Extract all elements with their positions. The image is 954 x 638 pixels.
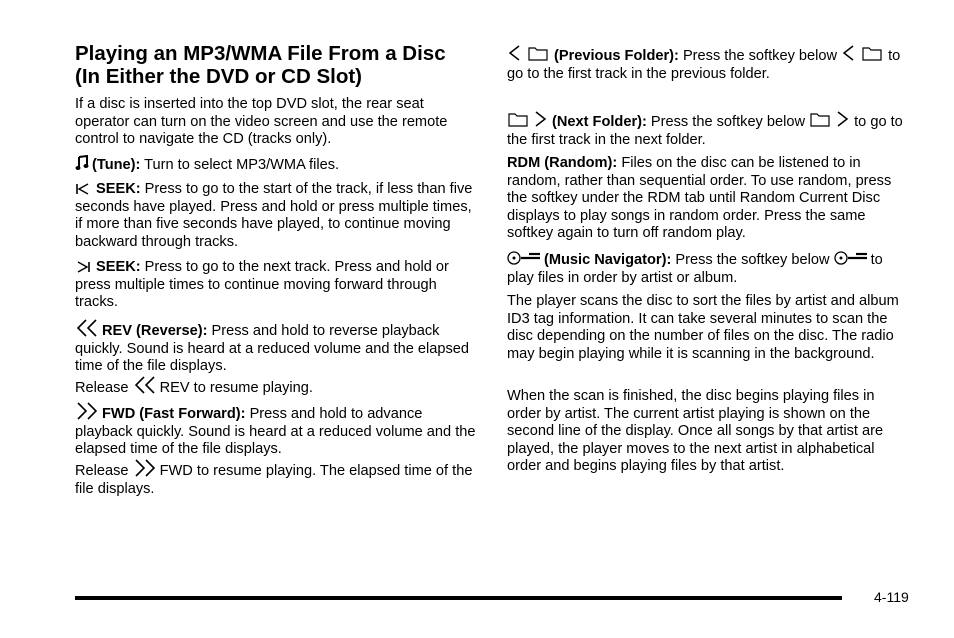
fast-forward-icon: [133, 459, 157, 477]
previous-folder-icon: [507, 44, 551, 62]
footer-rule: [75, 596, 842, 600]
seek-back-icon: [75, 183, 93, 195]
random-label: RDM (Random):: [507, 155, 618, 171]
heading-line-1: Playing an MP3/WMA File From a Disc: [75, 42, 446, 65]
rev-release-paragraph: [75, 376, 313, 398]
next-folder-text-2: to go to the first track in the next folder.: [507, 114, 903, 148]
next-folder-icon: [809, 110, 851, 128]
music-navigator-icon: [507, 250, 541, 266]
scan-finished-paragraph: When the scan is finished, the disc begins playing files in order by artist. The current artist playing is shown on the second line of the display. Once all songs by that artist are played, the player moves to the next artist in alphabetical order and begins playing files by that artist.: [507, 388, 884, 475]
tune-label: (Tune):: [92, 157, 141, 173]
seek-forward-paragraph: [75, 259, 480, 312]
rev-text: Press and hold to reverse playback quickly. Sound is heard at a reduced volume and the elapsed time of the file displays.: [75, 323, 470, 375]
next-folder-label: (Next Folder):: [552, 114, 647, 130]
seek-forward-icon: [75, 261, 93, 273]
fast-forward-icon: [75, 402, 99, 420]
seek-forward-text: Press to go to the next track. Press and hold or press multiple times to continue moving forward through tracks.: [75, 259, 449, 311]
seek-back-text: Press to go to the start of the track, if less than five seconds have played. Press and hold or press multiple times, if more than five seconds have played, to continue moving backward through tracks.: [75, 181, 473, 250]
fwd-release-paragraph: [75, 459, 480, 498]
random-paragraph: [507, 155, 907, 243]
section-heading: [75, 42, 495, 88]
previous-folder-label: (Previous Folder):: [554, 48, 679, 64]
fwd-label: FWD (Fast Forward):: [102, 406, 246, 422]
music-navigator-paragraph: [507, 250, 907, 287]
reverse-icon: [75, 319, 99, 337]
previous-folder-paragraph: [507, 44, 907, 83]
reverse-icon: [133, 376, 157, 394]
music-navigator-label: (Music Navigator):: [544, 252, 672, 268]
seek-back-label: SEEK:: [96, 181, 141, 197]
seek-back-paragraph: [75, 181, 480, 251]
fwd-text: Press and hold to advance playback quickly. Sound is heard at a reduced volume and the elapsed time of the file displays.: [75, 406, 476, 458]
fwd-release-pre: Release: [75, 463, 129, 479]
rev-release-post: REV to resume playing.: [159, 380, 313, 396]
seek-forward-label: SEEK:: [96, 259, 141, 275]
rev-release-pre: Release: [75, 380, 129, 396]
page-number: 4-119: [874, 589, 909, 605]
music-note-icon: [75, 155, 89, 171]
rev-label: REV (Reverse):: [102, 323, 208, 339]
music-navigator-text-1: Press the softkey below: [675, 252, 830, 268]
next-folder-paragraph: [507, 110, 907, 149]
heading-line-2: (In Either the DVD or CD Slot): [75, 65, 362, 88]
fwd-release-post: FWD to resume playing. The elapsed time of the file displays.: [75, 463, 473, 497]
previous-folder-text-1: Press the softkey below: [682, 48, 838, 64]
fwd-paragraph: [75, 402, 480, 459]
music-navigator-text-2: to play files in order by artist or album.: [507, 252, 883, 286]
next-folder-icon: [507, 110, 549, 128]
tune-text: Turn to select MP3/WMA files.: [144, 157, 340, 173]
scan-paragraph: The player scans the disc to sort the files by artist and album ID3 tag information. It can take several minutes to scan the disc depending on the number of files on the disc. The radio may begin playing while it is scanning in the background.: [507, 293, 899, 362]
previous-folder-text-2: to go to the first track in the previous folder.: [507, 48, 901, 82]
rev-paragraph: [75, 319, 480, 376]
tune-paragraph: [75, 155, 339, 175]
random-text: Files on the disc can be listened to in random, rather than sequential order. To use random, press the softkey under the RDM tab until Random Current Disc displays to play songs in random order. Press the same softkey again to turn off random play.: [507, 155, 892, 242]
music-navigator-icon: [834, 250, 868, 266]
intro-paragraph: If a disc is inserted into the top DVD slot, the rear seat operator can turn on the video screen and use the remote control to navigate the CD (tracks only).: [75, 96, 448, 148]
next-folder-text-1: Press the softkey below: [650, 114, 806, 130]
previous-folder-icon: [841, 44, 885, 62]
